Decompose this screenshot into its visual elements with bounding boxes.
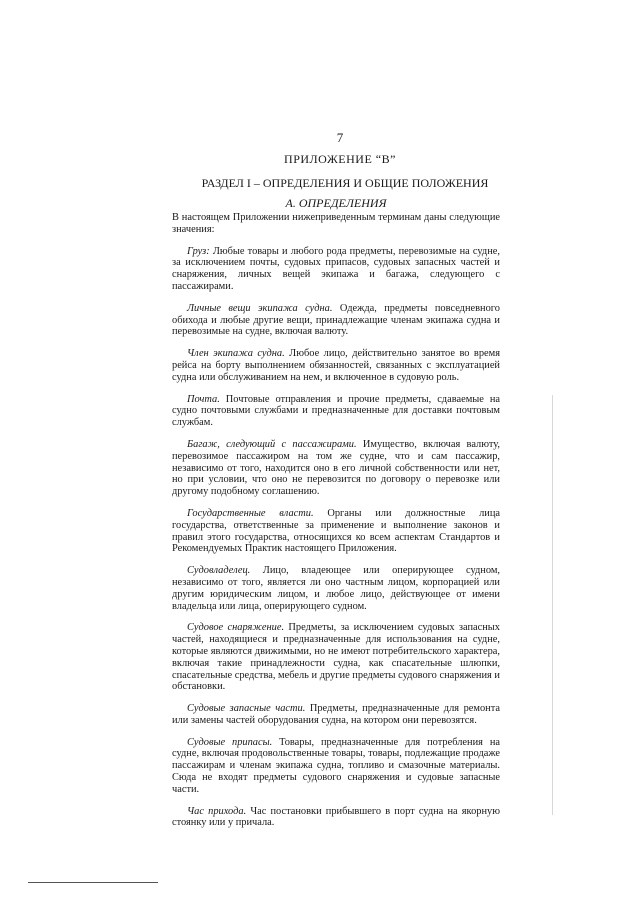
definition-crew-effects — [172, 303, 500, 338]
definition-term: Член экипажа судна. — [187, 348, 285, 360]
definition-term: Судовое снаряжение. — [187, 622, 285, 634]
definition-term: Груз: — [187, 245, 210, 257]
definition-ship-stores — [172, 737, 500, 796]
intro-paragraph: В настоящем Приложении нижеприведенным терминам даны следующие значения: — [172, 212, 500, 235]
definition-term: Личные вещи экипажа судна. — [187, 302, 333, 314]
definition-term: Почта. — [187, 393, 220, 405]
subsection-title: А. ОПРЕДЕЛЕНИЯ — [285, 196, 387, 210]
definition-ship-equipment — [172, 622, 500, 693]
definition-spare-parts — [172, 703, 500, 727]
definition-text: Любые товары и любого рода предметы, перевозимые на судне, за исключением почты, судовых припасов, судовых запасных частей и снаряжения, личных вещей экипажа и багажа, следующего с пассажирами. — [172, 245, 500, 292]
definition-shipowner — [172, 565, 500, 612]
definition-crew-member — [172, 348, 500, 383]
definition-time-of-arrival — [172, 806, 500, 830]
definition-text: Лицо, владеющее или оперирующее судном, независимо от того, является ли оно частным лицом, корпорацией или другим юридическим лицом, и любое лицо, действующее от имени владельца или лица, оперирующего судном. — [172, 565, 500, 612]
definition-term: Час прихода. — [187, 805, 247, 817]
definition-term: Государственные власти. — [187, 507, 314, 519]
definition-text: Товары, предназначенные для потребления на судне, включая продовольственные товары, товары, подлежащие продаже пассажирам и членам экипажа судна, топливо и смазочные материалы. Сюда не входят предметы судового снаряжения и судовые запасные части. — [172, 736, 500, 795]
definition-passenger-baggage — [172, 439, 500, 498]
definition-text: Почтовые отправления и прочие предметы, сдаваемые на судно почтовыми службами и предназначенные для доставки почтовым службам. — [172, 393, 500, 429]
definition-text: Одежда, предметы повседневного обихода и любые другие вещи, принадлежащие членам экипажа судна и перевозимые на судне, включая валюту. — [172, 302, 500, 338]
definition-term: Судовые запасные части. — [187, 703, 306, 715]
definition-cargo — [172, 246, 500, 293]
definition-text: Предметы, за исключением судовых запасных частей, находящиеся и предназначенные для использования на судне, которые являются движимыми, но не имеют потребительского характера, включая такие принадлежности судна, как спасательные шлюпки, спасательные средства, мебель и другие предметы судового снаряжения и обстановки. — [172, 622, 500, 693]
definition-text: Предметы, предназначенные для ремонта или замены частей оборудования судна, на котором они перевозятся. — [172, 703, 500, 726]
definition-text: Имущество, включая валюту, перевозимое пассажиром на том же судне, что и сам пассажир, независимо от того, находится оно в его личной собственности или нет, но при условии, что оно не перевозится по договору о перевозке или другому подобному соглашению. — [172, 438, 500, 498]
definitions-body — [172, 212, 500, 839]
definition-mail — [172, 394, 500, 429]
definition-text: Органы или должностные лица государства, ответственные за применение и выполнение законов и правил этого государства, относящихся ко всем аспектам Стандартов и Рекомендуемых Практик настоящего Приложения. — [172, 507, 501, 555]
appendix-title: ПРИЛОЖЕНИЕ “B” — [284, 152, 396, 166]
section-title: РАЗДЕЛ I – ОПРЕДЕЛЕНИЯ И ОБЩИЕ ПОЛОЖЕНИЯ — [201, 176, 489, 190]
footnote-rule — [28, 882, 158, 883]
definition-text: Любое лицо, действительно занятое во время рейса на борту выполнением обязанностей, связанных с эксплуатацией судна или обслуживанием на нем, и включенное в судовую роль. — [172, 348, 500, 383]
definition-public-authorities — [172, 508, 500, 555]
definition-term: Багаж, следующий с пассажирами. — [187, 438, 357, 450]
page-number: 7 — [336, 130, 344, 145]
scan-edge-line — [552, 395, 553, 815]
definition-term: Судовые припасы. — [187, 736, 273, 748]
definition-text: Час постановки прибывшего в порт судна на якорную стоянку или у причала. — [172, 805, 500, 829]
definition-term: Судовладелец. — [187, 565, 251, 577]
